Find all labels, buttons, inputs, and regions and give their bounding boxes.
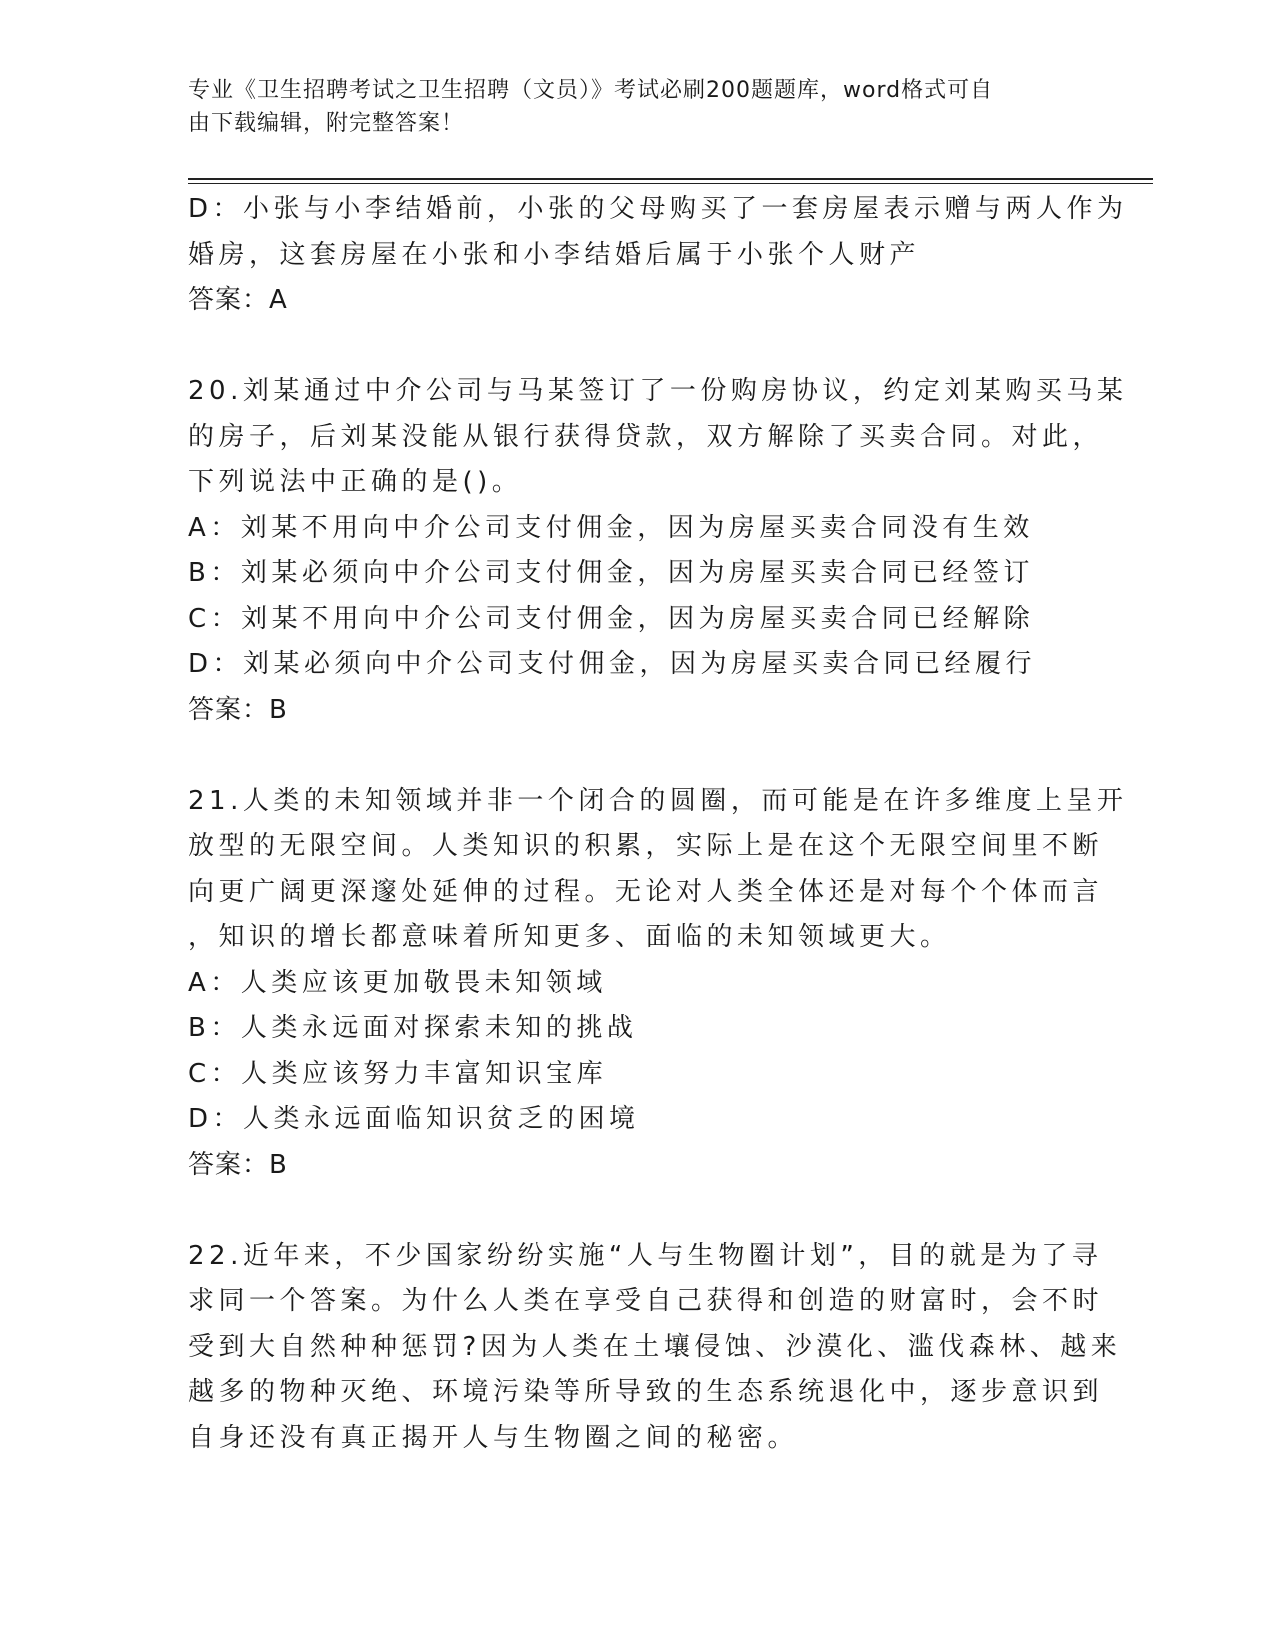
answer: 答案：B (188, 694, 288, 725)
header-divider-thin (188, 183, 1153, 184)
answer: 答案：B (188, 1149, 288, 1180)
option-d-line-2: 婚房，这套房屋在小张和小李结婚后属于小张个人财产 (188, 239, 921, 270)
question-22 (188, 1234, 1122, 1462)
header-line-2: 由下载编辑，附完整答案！ (188, 111, 465, 136)
document-body (188, 187, 1128, 1461)
question-stem-line: 越多的物种灭绝、环境污染等所导致的生态系统退化中，逐步意识到 (188, 1377, 1104, 1407)
question-stem-line: 22.近年来，不少国家纷纷实施“人与生物圈计划”，目的就是为了寻 (188, 1240, 1103, 1271)
option-c: C：刘某不用向中介公司支付佣金，因为房屋买卖合同已经解除 (188, 603, 1035, 634)
page-header (188, 74, 1068, 140)
question-stem-line: 受到大自然种种惩罚?因为人类在土壤侵蚀、沙漠化、滥伐森林、越来 (188, 1331, 1122, 1362)
question-stem-line: 自身还没有真正揭开人与生物圈之间的秘密。 (188, 1422, 799, 1453)
option-d-line-1: D：小张与小李结婚前，小张的父母购买了一套房屋表示赠与两人作为 (188, 194, 1128, 224)
option-a: A：人类应该更加敬畏未知领域 (188, 967, 607, 998)
question-stem-line: 向更广阔更深邃处延伸的过程。无论对人类全体还是对每个个体而言 (188, 876, 1104, 907)
option-b: B：人类永远面对探索未知的挑战 (188, 1013, 638, 1043)
option-a: A：刘某不用向中介公司支付佣金，因为房屋买卖合同没有生效 (188, 512, 1034, 543)
question-stem-line: 求同一个答案。为什么人类在享受自己获得和创造的财富时，会不时 (188, 1286, 1104, 1316)
option-c: C：人类应该努力丰富知识宝库 (188, 1058, 608, 1089)
question-stem-line: 的房子，后刘某没能从银行获得贷款，双方解除了买卖合同。对此， (188, 421, 1104, 452)
option-d: D：刘某必须向中介公司支付佣金，因为房屋买卖合同已经履行 (188, 649, 1037, 679)
header-line-1: 专业《卫生招聘考试之卫生招聘（文员）》考试必刷200题题库，word格式可自 (188, 78, 994, 103)
question-stem-line: 放型的无限空间。人类知识的积累，实际上是在这个无限空间里不断 (188, 831, 1104, 861)
question-stem-line: 21.人类的未知领域并非一个闭合的圆圈，而可能是在许多维度上呈开 (188, 785, 1128, 816)
question-stem-line: 20.刘某通过中介公司与马某签订了一份购房协议，约定刘某购买马某 (188, 376, 1128, 406)
question-21 (188, 779, 1128, 1189)
header-divider (188, 178, 1153, 180)
question-stem-line: ，知识的增长都意味着所知更多、面临的未知领域更大。 (188, 922, 951, 952)
answer: 答案：A (188, 285, 288, 315)
previous-question-tail (188, 187, 1128, 324)
question-20 (188, 369, 1128, 733)
option-b: B：刘某必须向中介公司支付佣金，因为房屋买卖合同已经签订 (188, 558, 1034, 588)
option-d: D：人类永远面临知识贫乏的困境 (188, 1104, 640, 1134)
question-stem-line: 下列说法中正确的是()。 (188, 467, 523, 497)
